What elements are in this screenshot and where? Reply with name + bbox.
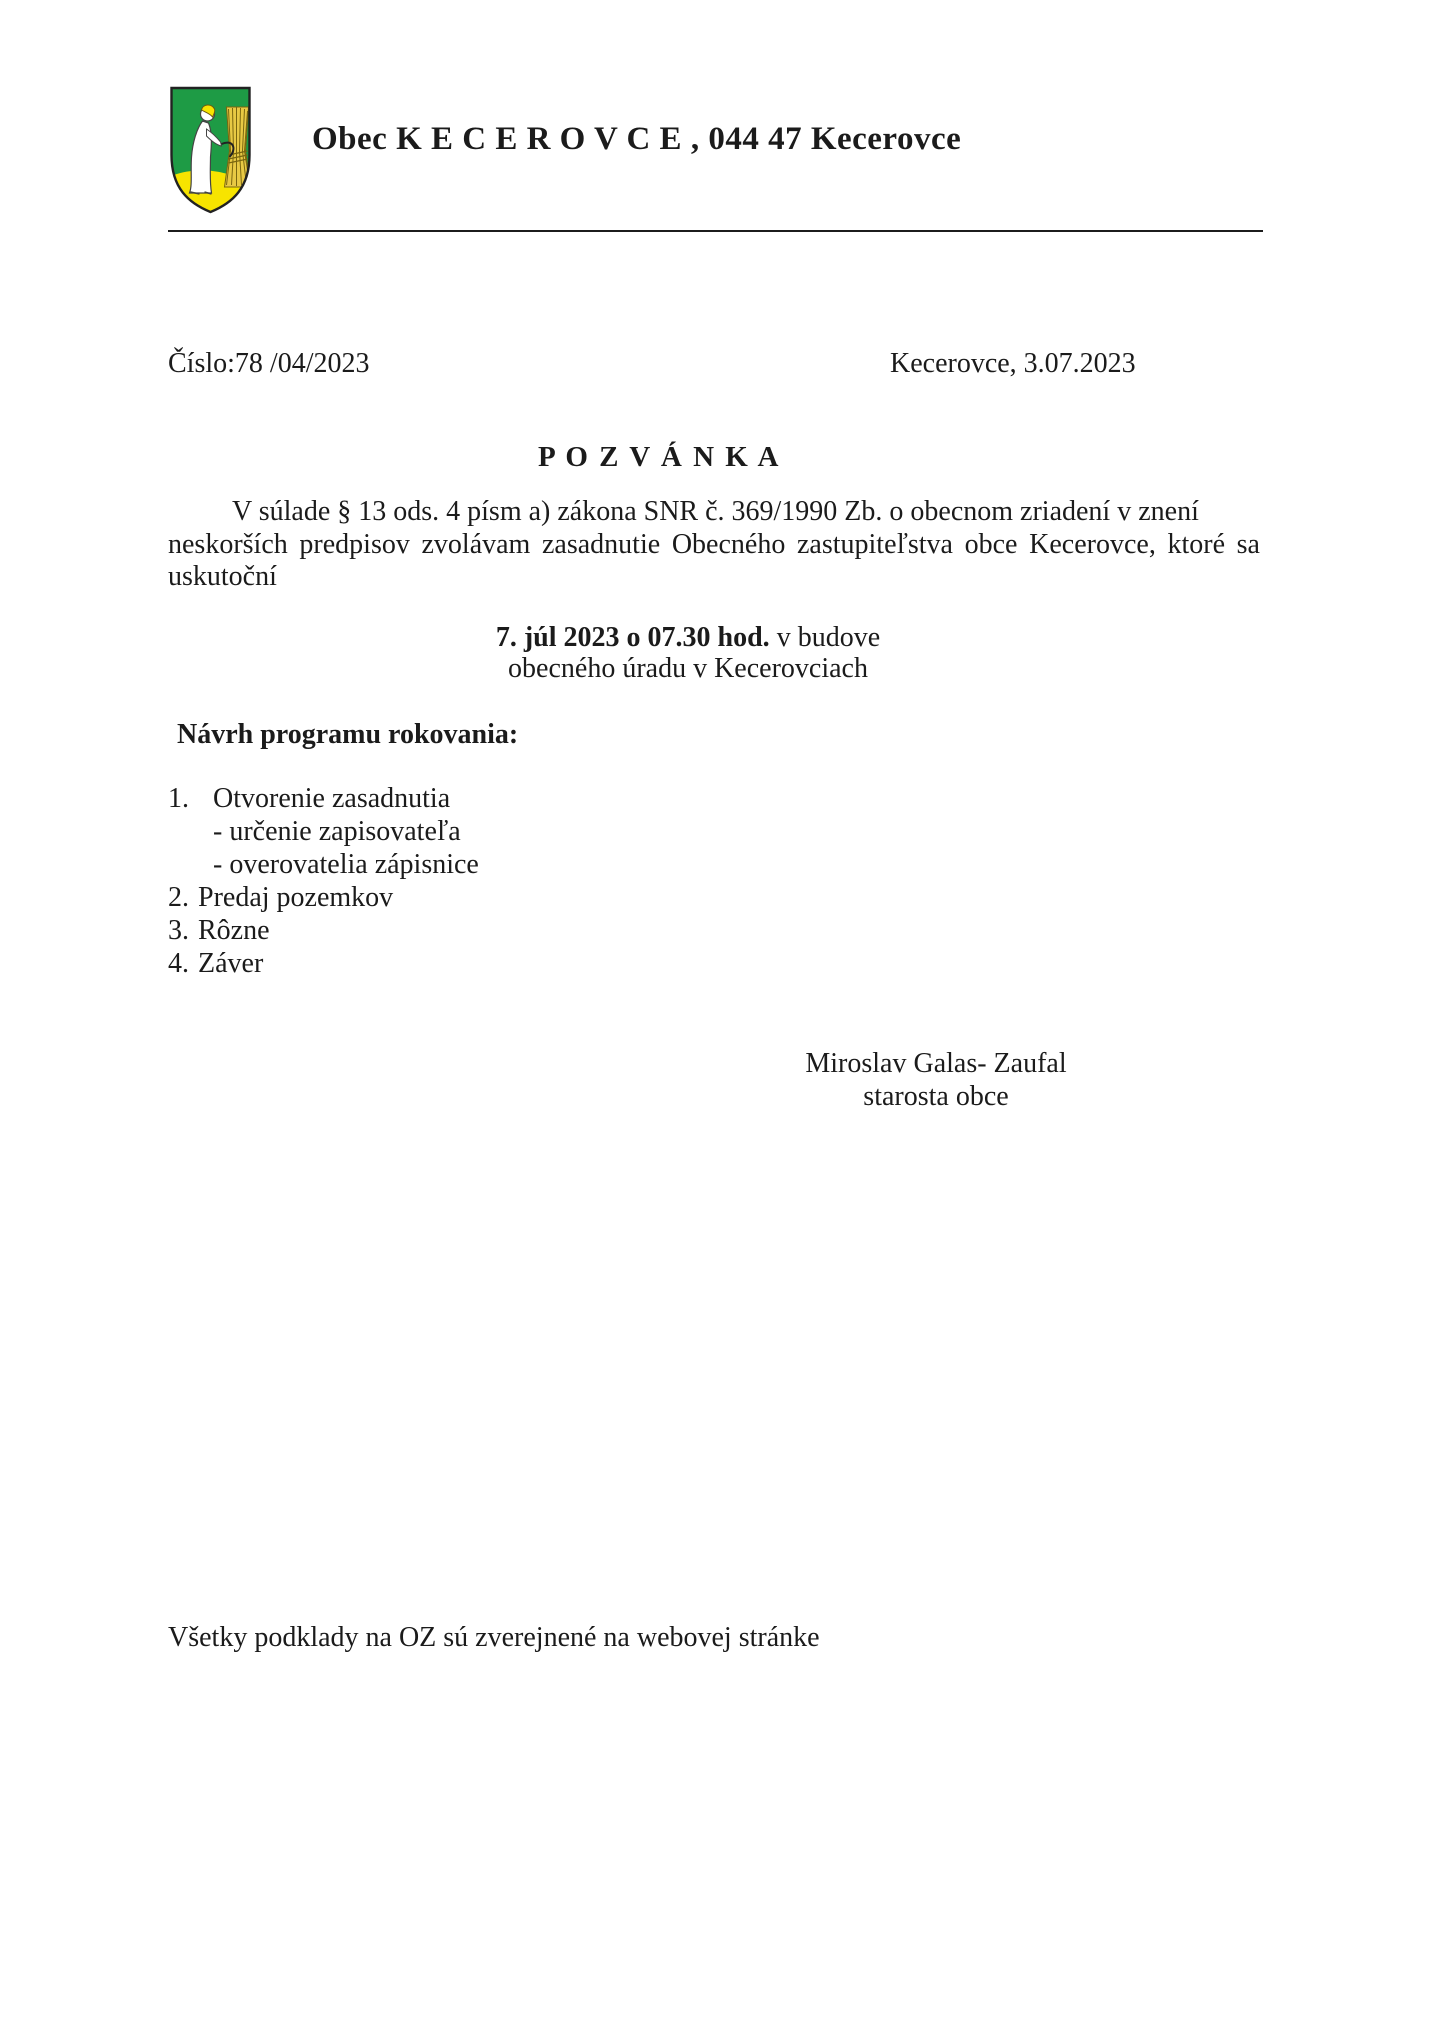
intro-paragraph: [168, 496, 1260, 594]
agenda-subitem: [168, 848, 479, 881]
intro-line-2: neskorších predpisov zvolávam zasadnutie Obecného zastupiteľstva obce Kecerovce, ktoré sa: [168, 528, 1260, 560]
agenda-item-number: 2.: [168, 882, 189, 913]
municipal-coat-of-arms: [168, 85, 253, 215]
coat-of-arms-icon: [168, 85, 253, 215]
doc-number: Číslo:78 /04/2023: [168, 348, 370, 379]
meeting-datetime: 7. júl 2023 o 07.30 hod.: [495, 622, 770, 653]
agenda-item-number: 3.: [168, 915, 189, 946]
doc-title: P O Z V Á N K A: [538, 441, 781, 473]
agenda-heading: Návrh programu rokovania:: [177, 719, 519, 750]
agenda-item-text: - určenie zapisovateľa: [213, 816, 461, 847]
signatory-role: starosta obce: [863, 1081, 1009, 1112]
agenda-list: [168, 782, 479, 980]
agenda-item-number: 1.: [168, 783, 189, 814]
meeting-datetime-rest: v budove: [769, 622, 881, 653]
agenda-subitem: [168, 815, 479, 848]
agenda-item: [168, 881, 479, 914]
agenda-item-text: Predaj pozemkov: [198, 882, 394, 913]
agenda-item-text: Otvorenie zasadnutia: [213, 783, 451, 814]
header-divider: [168, 230, 1263, 232]
agenda-item: [168, 914, 479, 947]
place-and-date: Kecerovce, 3.07.2023: [890, 348, 1136, 379]
signature-block: [700, 1047, 1172, 1113]
agenda-item: [168, 947, 479, 980]
agenda-item-text: - overovatelia zápisnice: [213, 849, 479, 880]
org-title: Obec K E C E R O V C E , 044 47 Kecerovce: [312, 121, 962, 157]
agenda-item: [168, 782, 479, 815]
agenda-item-text: Záver: [198, 948, 264, 979]
agenda-item-text: Rôzne: [198, 915, 270, 946]
intro-line-1: V súlade § 13 ods. 4 písm a) zákona SNR č. 369/1990 Zb. o obecnom zriadení v znení: [232, 496, 1199, 527]
agenda-item-number: 4.: [168, 948, 189, 979]
signatory-name: Miroslav Galas- Zaufal: [805, 1048, 1067, 1079]
footer-note: Všetky podklady na OZ sú zverejnené na webovej stránke: [168, 1622, 820, 1653]
meeting-location: obecného úradu v Kecerovciach: [508, 653, 868, 684]
intro-line-3: uskutoční: [168, 561, 277, 593]
meeting-info: [168, 622, 1208, 684]
meeting-datetime-line: [168, 622, 1208, 653]
